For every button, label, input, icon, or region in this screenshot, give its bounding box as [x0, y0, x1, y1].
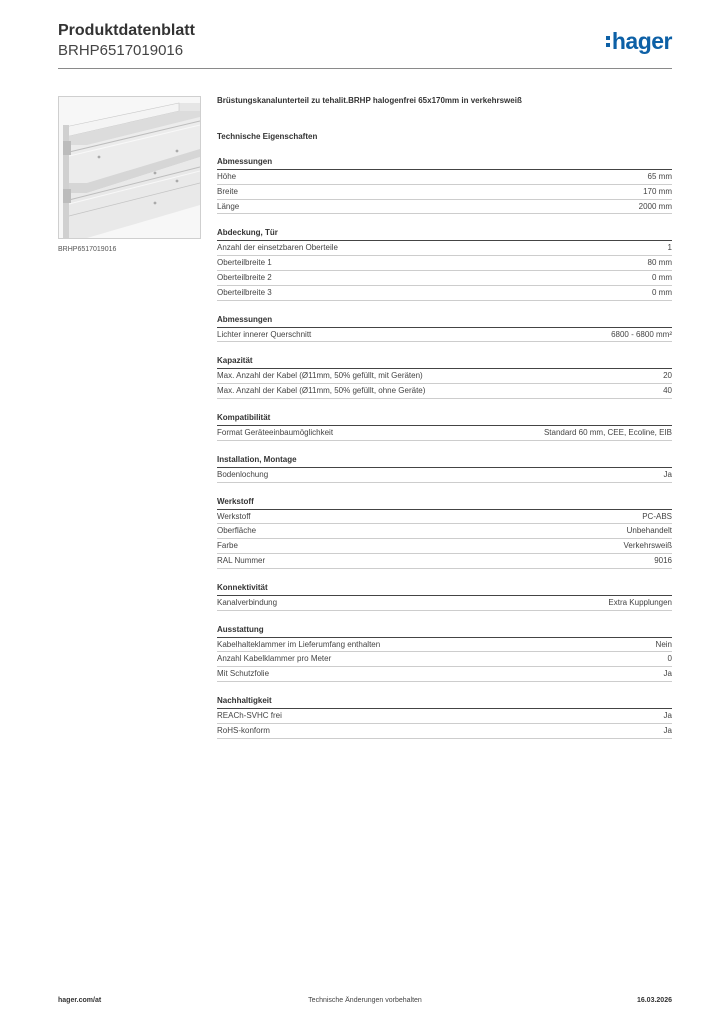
document-title: Produktdatenblatt [58, 22, 195, 39]
property-label: Max. Anzahl der Kabel (Ø11mm, 50% gefüllt, mit Geräten) [217, 371, 423, 381]
technical-properties-title: Technische Eigenschaften [217, 132, 318, 141]
property-value: Verkehrsweiß [623, 541, 672, 551]
property-value: 0 mm [652, 287, 672, 297]
section-title: Installation, Montage [217, 455, 672, 468]
property-value: 6800 - 6800 mm² [611, 329, 672, 339]
property-row [217, 256, 672, 271]
property-label: Anzahl der einsetzbaren Oberteile [217, 243, 338, 253]
property-value: Standard 60 mm, CEE, Ecoline, EIB [543, 427, 672, 437]
product-datasheet [217, 96, 672, 739]
property-row [217, 524, 672, 539]
section-title: Abmessungen [217, 157, 672, 170]
property-value: Ja [663, 725, 672, 735]
property-row [217, 468, 672, 483]
property-value: Ja [663, 469, 672, 479]
cable-trunking-icon [59, 97, 200, 238]
property-value: Ja [663, 669, 672, 679]
property-value: 1 [667, 243, 672, 253]
property-section [217, 413, 672, 441]
product-description: Brüstungskanalunterteil zu tehalit.BRHP halogenfrei 65x170mm in verkehrsweiß [217, 96, 522, 105]
property-row [217, 426, 672, 441]
property-row [217, 271, 672, 286]
page-header [58, 22, 672, 66]
property-row [217, 185, 672, 200]
property-label: Kanalverbindung [217, 597, 278, 607]
property-row [217, 510, 672, 525]
property-label: Werkstoff [217, 511, 251, 521]
property-value: Ja [663, 710, 672, 720]
property-value: 170 mm [643, 186, 672, 196]
property-label: Oberteilbreite 2 [217, 272, 272, 282]
property-row [217, 596, 672, 611]
property-sections [217, 157, 672, 739]
property-section [217, 696, 672, 739]
property-label: Lichter innerer Querschnitt [217, 329, 312, 339]
property-label: Farbe [217, 541, 238, 551]
property-label: Oberteilbreite 1 [217, 258, 272, 268]
property-label: Max. Anzahl der Kabel (Ø11mm, 50% gefüllt, ohne Geräte) [217, 386, 426, 396]
property-value: PC-ABS [642, 511, 672, 521]
property-row [217, 724, 672, 739]
property-value: 0 mm [652, 272, 672, 282]
property-value: 0 [667, 654, 672, 664]
property-value: Unbehandelt [626, 526, 672, 536]
footer-website: hager.com/at [58, 997, 102, 1004]
page-footer [58, 997, 672, 1009]
property-row [217, 652, 672, 667]
property-row [217, 200, 672, 215]
section-title: Nachhaltigkeit [217, 696, 672, 709]
property-label: Oberteilbreite 3 [217, 287, 272, 297]
property-label: Anzahl Kabelklammer pro Meter [217, 654, 332, 664]
property-section [217, 497, 672, 569]
property-section [217, 315, 672, 343]
header-divider [58, 68, 672, 69]
property-row [217, 667, 672, 682]
property-value: 40 [663, 386, 672, 396]
property-section [217, 157, 672, 214]
section-title: Konnektivität [217, 583, 672, 596]
property-section [217, 583, 672, 611]
property-section [217, 455, 672, 483]
property-row [217, 384, 672, 399]
property-value: 20 [663, 371, 672, 381]
property-row [217, 638, 672, 653]
property-label: Breite [217, 186, 238, 196]
logo-text: hager [611, 28, 672, 54]
logo-dots-icon [606, 36, 610, 47]
property-label: Höhe [217, 172, 237, 181]
property-row [217, 286, 672, 301]
property-label: Format Geräteeinbaumöglichkeit [217, 427, 334, 437]
property-value: 2000 mm [638, 201, 672, 211]
property-label: RoHS-konform [217, 725, 270, 735]
section-title: Kapazität [217, 356, 672, 369]
property-value: 9016 [654, 555, 672, 565]
footer-note: Technische Änderungen vorbehalten [308, 997, 422, 1004]
property-value: 65 mm [647, 172, 672, 181]
property-value: 80 mm [647, 258, 672, 268]
property-row [217, 554, 672, 569]
product-number: BRHP6517019016 [58, 42, 184, 59]
product-image [58, 96, 201, 239]
footer-date: 16.03.2026 [636, 997, 672, 1004]
property-section [217, 625, 672, 682]
property-label: Oberfläche [217, 526, 257, 536]
section-title: Ausstattung [217, 625, 672, 638]
property-label: Kabelhalteklammer im Lieferumfang enthalten [217, 639, 381, 649]
property-label: Länge [217, 201, 240, 211]
property-row [217, 328, 672, 343]
property-label: REACh-SVHC frei [217, 710, 282, 720]
property-row [217, 539, 672, 554]
property-row [217, 709, 672, 724]
property-label: Mit Schutzfolie [217, 669, 270, 679]
property-section [217, 228, 672, 300]
property-label: RAL Nummer [217, 555, 266, 565]
section-title: Abdeckung, Tür [217, 228, 672, 241]
hager-logo [606, 28, 672, 54]
property-label: Bodenlochung [217, 469, 269, 479]
property-row [217, 170, 672, 185]
section-title: Abmessungen [217, 315, 672, 328]
property-section [217, 356, 672, 399]
property-row [217, 369, 672, 384]
property-value: Extra Kupplungen [608, 597, 672, 607]
property-value: Nein [655, 639, 672, 649]
property-row [217, 241, 672, 256]
image-caption: BRHP6517019016 [58, 246, 117, 253]
section-title: Werkstoff [217, 497, 672, 510]
section-title: Kompatibilität [217, 413, 672, 426]
